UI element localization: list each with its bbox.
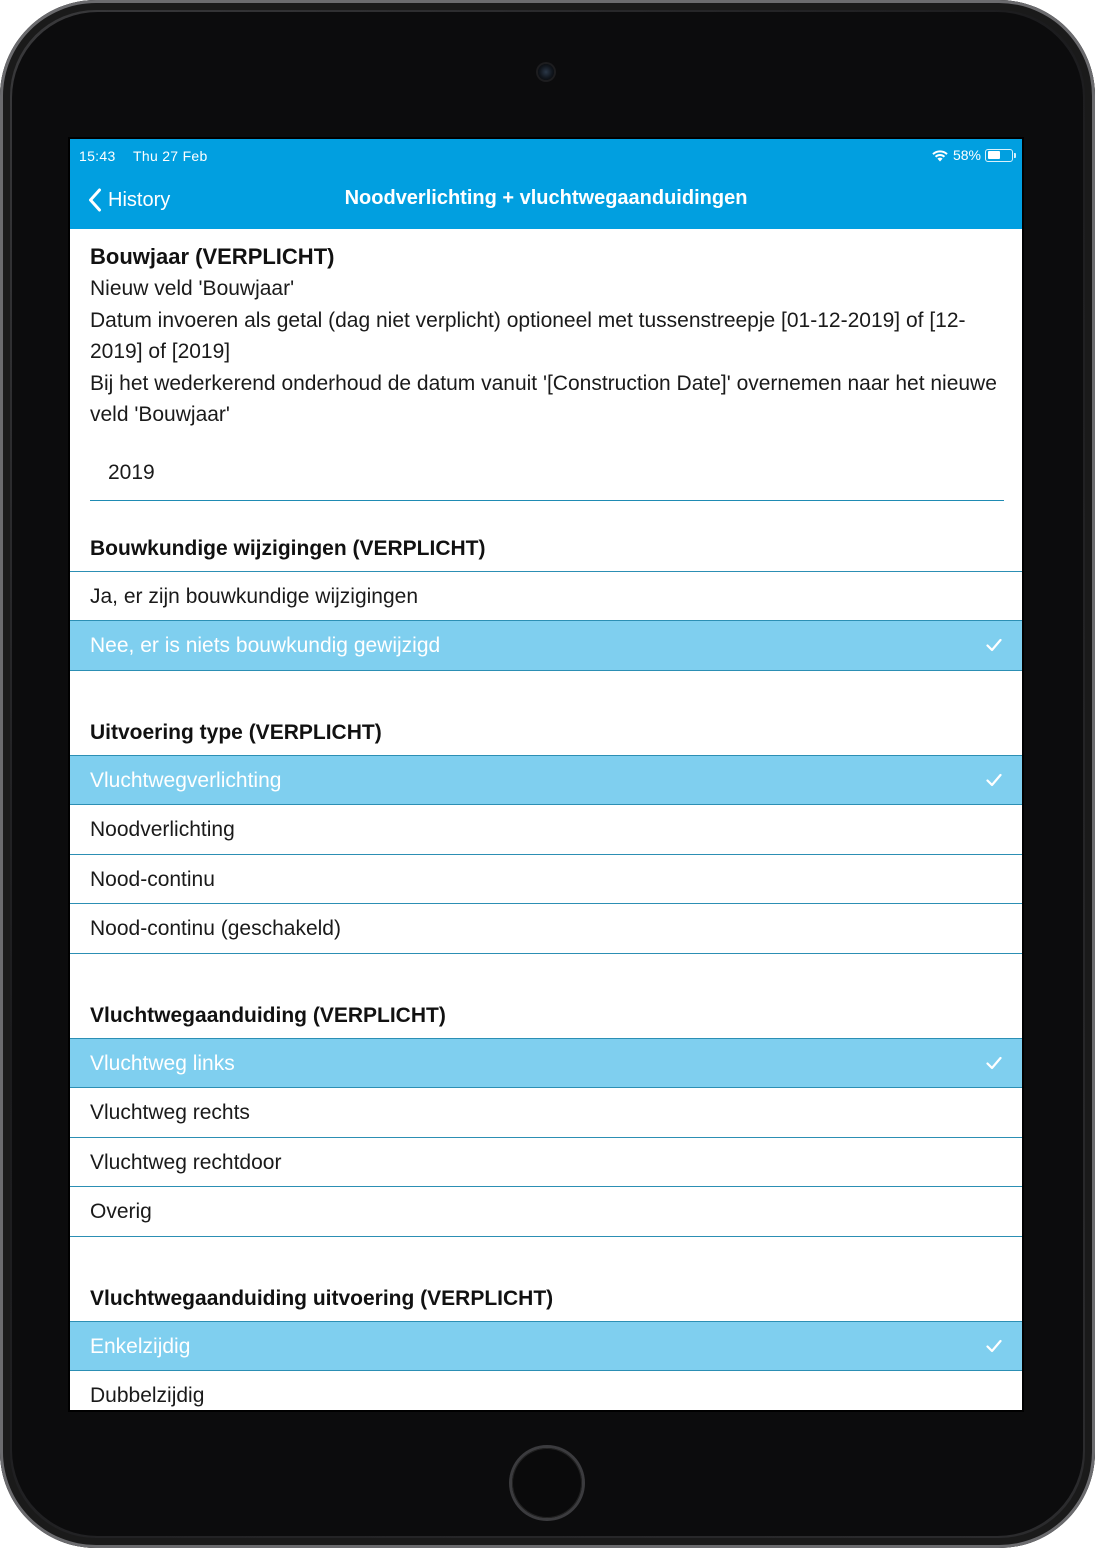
status-time: 15:43 <box>79 148 116 164</box>
construction-year-title: Bouwjaar (VERPLICHT) <box>90 244 335 269</box>
battery-level <box>988 151 1001 159</box>
form-content <box>70 229 1022 1412</box>
section-title: Uitvoering type (VERPLICHT) <box>90 720 382 744</box>
option-row[interactable] <box>70 1187 1022 1237</box>
section-title: Vluchtwegaanduiding (VERPLICHT) <box>90 1003 446 1027</box>
section-title: Vluchtwegaanduiding uitvoering (VERPLICHT) <box>90 1286 554 1310</box>
checkmark-icon <box>986 638 1002 652</box>
option-row[interactable] <box>70 1039 1022 1089</box>
battery-percentage: 58% <box>952 147 981 163</box>
option-list <box>70 571 1022 671</box>
front-camera <box>538 64 554 80</box>
option-row[interactable] <box>70 805 1022 855</box>
status-indicators <box>931 147 1013 163</box>
option-label: Vluchtwegverlichting <box>90 768 282 792</box>
option-row[interactable] <box>70 904 1022 954</box>
option-label: Dubbelzijdig <box>90 1384 205 1407</box>
option-row[interactable] <box>70 1088 1022 1138</box>
battery-icon <box>985 149 1013 162</box>
option-section <box>70 1285 1022 1413</box>
construction-year-description: Nieuw veld 'Bouwjaar' <box>90 277 295 300</box>
option-label: Noodverlichting <box>90 818 235 841</box>
option-row[interactable] <box>70 1371 1022 1412</box>
option-label: Nood-continu <box>90 867 215 891</box>
option-list <box>70 1038 1022 1237</box>
option-label: Overig <box>90 1200 152 1223</box>
home-button[interactable] <box>512 1448 582 1518</box>
option-section <box>70 535 1022 671</box>
navigation-bar <box>70 139 1022 229</box>
checkmark-icon <box>986 1056 1002 1070</box>
option-label: Ja, er zijn bouwkundige wijzigingen <box>90 584 419 608</box>
option-label: Vluchtweg rechtdoor <box>90 1150 282 1174</box>
option-label: Nee, er is niets bouwkundig gewijzigd <box>90 634 441 657</box>
section-title: Bouwkundige wijzigingen (VERPLICHT) <box>90 536 486 560</box>
option-row[interactable] <box>70 1322 1022 1372</box>
status-bar <box>70 139 1022 171</box>
option-label: Nood-continu (geschakeld) <box>90 917 341 940</box>
option-list <box>70 755 1022 954</box>
screen <box>68 137 1024 1412</box>
option-row[interactable] <box>70 572 1022 622</box>
status-date: Thu 27 Feb <box>133 148 208 164</box>
back-button-label: History <box>108 188 171 211</box>
construction-year-description: Datum invoeren als getal (dag niet verplicht) optioneel met tussenstreepje [01-12-2019] of [12-2019] of [2019] <box>90 308 966 363</box>
option-row[interactable] <box>70 621 1022 671</box>
construction-year-description: Bij het wederkerend onderhoud de datum vanuit '[Construction Date]' overnemen naar het nieuwe veld 'Bouwjaar' <box>90 371 997 426</box>
option-list <box>70 1321 1022 1413</box>
checkmark-icon <box>986 773 1002 787</box>
option-sections <box>70 535 1022 1413</box>
option-row[interactable] <box>70 1138 1022 1188</box>
option-label: Enkelzijdig <box>90 1334 191 1358</box>
option-row[interactable] <box>70 756 1022 806</box>
option-row[interactable] <box>70 855 1022 905</box>
checkmark-icon <box>986 1339 1002 1353</box>
wifi-icon <box>931 149 949 162</box>
option-section <box>70 719 1022 954</box>
construction-year-input[interactable] <box>90 451 1004 501</box>
page-title: Noodverlichting + vluchtwegaanduidingen <box>344 187 748 209</box>
construction-year-block <box>70 229 1022 431</box>
option-section <box>70 1002 1022 1237</box>
option-label: Vluchtweg rechts <box>90 1101 250 1124</box>
option-label: Vluchtweg links <box>90 1051 235 1075</box>
